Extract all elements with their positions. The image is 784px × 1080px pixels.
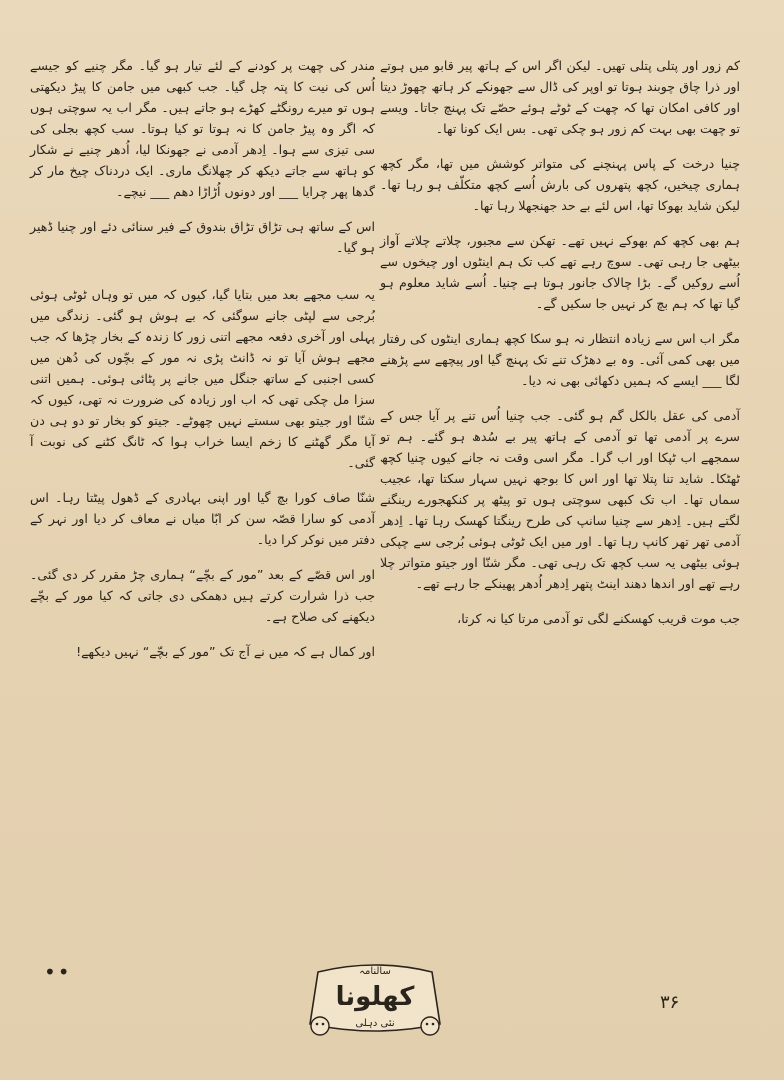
logo-title: کھلونا xyxy=(335,982,415,1012)
magazine-logo xyxy=(300,960,450,1042)
text-column-left xyxy=(30,55,375,676)
paragraph: چنیا درخت کے پاس پہنچنے کی متواتر کوشش میں تھا، مگر کچھ ہماری چیخیں، کچھ پتھروں کی بارش اُسے کچھ متکلّف ہو رہا تھا۔ لیکن شاید بھوکا تھا، اس لئے بے حد جھنجھلا رہا تھا۔ xyxy=(380,156,740,213)
paragraph: اس کے ساتھ ہی تڑاق تڑاق بندوق کے فیر سنائی دئے اور چنیا ڈھیر ہو گیا۔ xyxy=(30,219,375,255)
logo-city-label: نئی دہلی xyxy=(355,1018,395,1029)
page-number: ۳۶ xyxy=(660,992,680,1013)
paragraph: جب موت قریب کھسکنے لگی تو آدمی مرتا کیا نہ کرتا، xyxy=(457,611,740,626)
paragraph: کم زور اور پتلی پتلی تھیں۔ لیکن اگر اس کے ہاتھ پیر قابو میں ہوتے اور ذرا چاق چوبند ہوتا تو اوپر کی ڈال سے جھونکے کر ہاتھ چھوڑ دیتا اور کافی امکان تھا کہ چھت کے ٹوٹے ہوئے حصّے تک پہنچ جاتا۔ ویسے تو چھت بھی بہت کم زور ہو چکی تھی۔ بس ایک کونا تھا۔ xyxy=(380,58,740,136)
paragraph: اور اس قصّے کے بعد ”مور کے بچّے“ ہماری چڑ مقرر کر دی گئی۔ جب ذرا شرارت کرتے ہیں دھمکی دی جاتی کہ کیا مور کے بچّے دیکھنے کی صلاح ہے۔ xyxy=(30,567,375,624)
paragraph: اور کمال ہے کہ میں نے آج تک ”مور کے بچّے“ نہیں دیکھے! xyxy=(76,644,375,659)
paragraph: مگر اب اس سے زیادہ انتظار نہ ہو سکا کچھ ہماری اینٹوں کی رفتار میں بھی کمی آئی۔ وہ بے دھڑک تنے تک پہنچ گیا اور پیچھے سے پڑھنے لگا ___ ایسے کہ ہمیں دکھائی بھی نہ دیا۔ xyxy=(380,331,740,388)
logo-annual-label: سالنامہ xyxy=(359,966,391,977)
paragraph: یہ سب مجھے بعد میں بتایا گیا، کیوں کہ میں تو وہاں ٹوٹی ہوئی بُرجی سے لپٹی جانے سوگئی کہ بے ہوش ہو گئی۔ زندگی میں پہلی اور آخری دفعہ مجھے اتنی زور کا زندہ کے بخار چڑھا کہ جب مجھے ہوش آیا تو نہ ڈانٹ پڑی نہ مور کے بچّوں کی دُھن میں کسی اجنبی کے ساتھ جنگل میں جانے پر پٹائی ہوئی۔ ہمیں اتنی سزا مل چکی تھی کہ اب اور زیادہ کی ضرورت نہ تھی، کیوں کہ شنّا اور جیتو بھی سستے نہیں چھوٹے۔ جیتو کو بخار تو دو ہی دن آیا مگر گھٹنے کا زخم ایسا خراب ہوا کہ ٹانگ کٹنے کی نوبت آ گئی۔ xyxy=(30,287,375,470)
text-column-right xyxy=(380,55,740,643)
paragraph: مندر کی چھت پر کودنے کے لئے تیار ہو گیا۔ مگر چنیے کو جیسے اُس کی نیت کا پتہ چل گیا۔ جب کبھی میں جامن کا پیڑ دیکھتی ہوں تو میرے رونگٹے کھڑے ہو جاتے ہیں۔ مگر اب یہ سوچتی ہوں کہ اگر وہ پیڑ جامن کا نہ ہوتا تو کیا ہوتا۔ سب کچھ بجلی کی سی تیزی سے ہوا۔ اِدھر آدمی نے جھونکا لیا، اُدھر چنیے نے شکار کو ہاتھ سے جاتے دیکھ کر چھلانگ ماری۔ ایک دردناک چیخ مار کر گدھا پھر چرایا ___ اور دونوں اُڑاڑا دھم ___ نیچے۔ xyxy=(30,58,375,199)
paragraph: شنّا صاف کورا بچ گیا اور اپنی بہادری کے ڈھول پیٹتا رہا۔ اس آدمی کو سارا قصّہ سن کر ابّا میاں نے معاف کر دیا اور نہر کے دفتر میں نوکر کرا دیا۔ xyxy=(30,490,375,547)
end-marker: •• xyxy=(44,960,72,984)
paragraph: آدمی کی عقل بالکل گم ہو گئی۔ جب چنیا اُس تنے پر آیا جس کے سرے پر آدمی تھا تو آدمی کے ہاتھ پیر بے سُدھ ہو گئے۔ ہم تو سمجھے اب ٹپکا اور اب گرا۔ مگر اسی وقت نہ جانے کیوں چنیا کچھ ٹھٹکا۔ شاید تنا پتلا تھا اور اس کا بوجھ نہیں سہار سکتا تھا، عجیب سماں تھا۔ اب تک کبھی سوچتی ہوں تو پیٹھ پر کنکھجورے رینگنے لگتے ہیں۔ اِدھر سے چنیا سانپ کی طرح رینگتا کھسک رہا تھا۔ اِدھر آدمی تھر تھر کانپ رہا تھا۔ اور میں ایک ٹوٹی ہوئی بُرجی سے چپکی ہوئی بیٹھی یہ سب کچھ تک رہی تھی۔ مگر شنّا اور جیتو متواتر چلا رہے تھے اور اندھا دھند اینٹ پتھر اِدھر اُدھر پھینکے جا رہے تھے۔ xyxy=(380,408,740,591)
paragraph: ہم بھی کچھ کم بھوکے نہیں تھے۔ تھکن سے مجبور، چلاتے چلاتے آواز بیٹھی جا رہی تھی۔ سوچ رہے تھے کب تک ہم اینٹوں اور چیخوں سے اُسے روکیں گے۔ بڑا چالاک جانور ہوتا ہے چنیا۔ اُسے شاید معلوم ہو گیا تھا کہ ہم بچ کر نہیں جا سکیں گے۔ xyxy=(380,233,740,311)
